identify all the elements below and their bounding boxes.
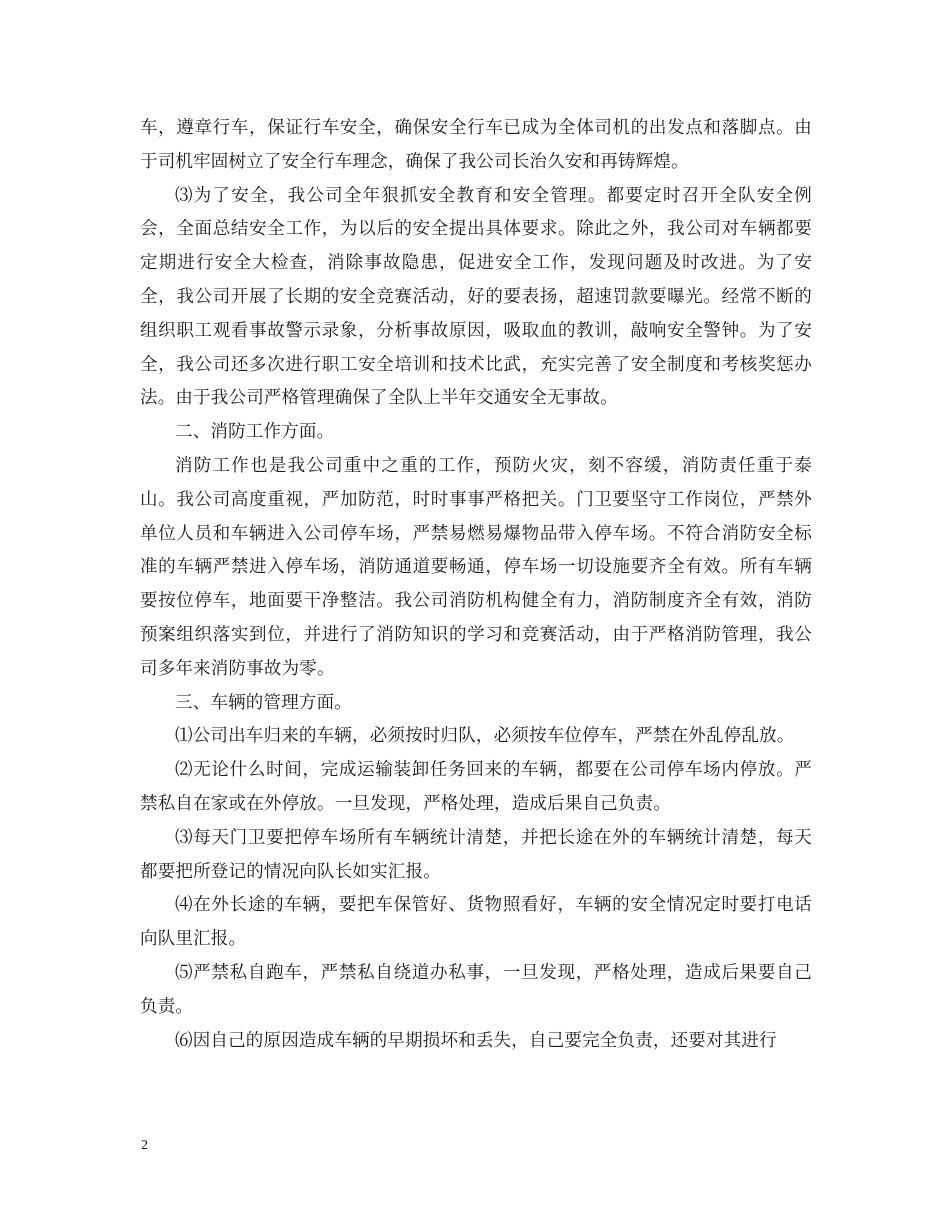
page-number: 2 xyxy=(141,1138,148,1153)
list-item-4: ⑷在外长途的车辆，要把车保管好、货物照看好，车辆的安全情况定时要打电话向队里汇报。 xyxy=(140,895,812,950)
list-item-1: ⑴公司出车归来的车辆，必须按时归队，必须按车位停车，严禁在外乱停乱放。 xyxy=(175,726,795,747)
list-item-6: ⑹因自己的原因造成车辆的早期损坏和丢失，自己要完全负责，还要对其进行 xyxy=(175,1030,777,1051)
list-item-2: ⑵无论什么时间，完成运输装卸任务回来的车辆，都要在公司停车场内停放。严禁私自在家或在外停放。一旦发现，严格处理，造成后果自己负责。 xyxy=(140,760,812,814)
section-heading-fire-safety: 二、消防工作方面。 xyxy=(175,422,335,443)
document-body xyxy=(140,112,812,1058)
paragraph-1: 车，遵章行车，保证行车安全，确保安全行车已成为全体司机的出发点和落脚点。由于司机牢固树立了安全行车理念，确保了我公司长治久安和再铸辉煌。 xyxy=(140,118,812,172)
paragraph-2: ⑶为了安全，我公司全年狠抓安全教育和安全管理。都要定时召开全队安全例会，全面总结安全工作，为以后的安全提出具体要求。除此之外，我公司对车辆都要定期进行安全大检查，消除事故隐患，促进安全工作，发现问题及时改进。为了安全，我公司开展了长期的安全竞赛活动，好的要表扬，超速罚款要曝光。经常不断的组织职工观看事故警示录象，分析事故原因，吸取血的教训，敲响安全警钟。为了安全，我公司还多次进行职工安全培训和技术比武，充实完善了安全制度和考核奖惩办法。由于我公司严格管理确保了全队上半年交通安全无事故。 xyxy=(140,185,812,409)
list-item-3: ⑶每天门卫要把停车场所有车辆统计清楚，并把长途在外的车辆统计清楚，每天都要把所登记的情况向队长如实汇报。 xyxy=(140,827,812,882)
paragraph-4: 消防工作也是我公司重中之重的工作，预防火灾，刻不容缓，消防责任重于泰山。我公司高度重视，严加防范，时时事事严格把关。门卫要坚守工作岗位，严禁外单位人员和车辆进入公司停车场，严禁易燃易爆物品带入停车场。不符合消防安全标准的车辆严禁进入停车场，消防通道要畅通，停车场一切设施要齐全有效。所有车辆要按位停车，地面要干净整洁。我公司消防机构健全有力，消防制度齐全有效，消防预案组织落实到位，并进行了消防知识的学习和竞赛活动，由于严格消防管理，我公司多年来消防事故为零。 xyxy=(140,455,812,679)
section-heading-vehicle-management: 三、车辆的管理方面。 xyxy=(175,692,352,713)
list-item-5: ⑸严禁私自跑车，严禁私自绕道办私事，一旦发现，严格处理，造成后果要自己负责。 xyxy=(140,962,812,1017)
